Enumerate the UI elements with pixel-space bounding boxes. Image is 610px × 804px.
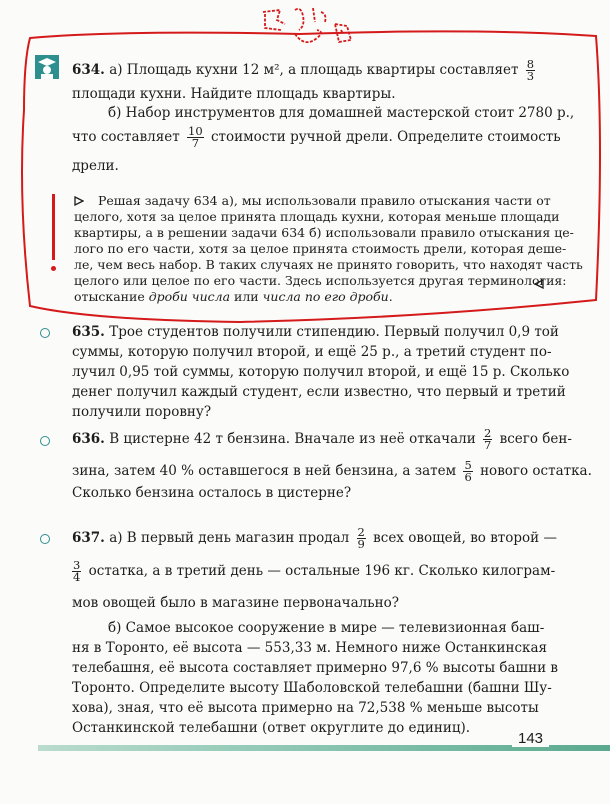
problem-marker-icon bbox=[40, 328, 50, 338]
problem-636-line2: зина, затем 40 % оставшегося в ней бензина, а затем $\frac{5}{6}$ нового остатка. bbox=[72, 458, 592, 484]
problem-637-line3: мов овощей было в магазине первоначально? bbox=[72, 595, 399, 611]
problem-634-line1: 634. а) Площадь кухни 12 м², а площадь квартиры составляет $\frac{8}{3}$ bbox=[72, 57, 535, 83]
teacher-icon bbox=[34, 54, 60, 80]
problem-635: 635. Трое студентов получили стипендию. Первый получил 0,9 той суммы, которую получил второй, и ещё 25 р., а третий студент по- лучил 0,95 той суммы, которую получил второй, и ещё 15 р. Сколько денег получил каждый студент, если известно, что первый и третий получили поровну? bbox=[72, 324, 570, 420]
exclamation-icon bbox=[52, 194, 55, 260]
problem-marker-icon bbox=[40, 436, 50, 446]
problem-number: 634. bbox=[72, 62, 105, 78]
problem-634-line3: б) Набор инструментов для домашней мастерской стоит 2780 р., bbox=[108, 105, 575, 121]
problem-634-line2: площади кухни. Найдите площадь квартиры. bbox=[72, 86, 396, 102]
fraction: $\frac{3}{4}$ bbox=[73, 558, 81, 584]
fraction: $\frac{8}{3}$ bbox=[526, 57, 535, 83]
problem-marker-icon bbox=[40, 534, 50, 544]
problem-634-line5: дрели. bbox=[72, 158, 119, 174]
page-number: 143 bbox=[512, 730, 549, 747]
problem-637-part-b: б) Самое высокое сооружение в мире — телевизионная баш- ня в Торонто, её высота — 553,33 м. Немного ниже Останкинская телебашня, её высота составляет примерно 97,6 % высоты башни в Торонто. Определите высоту Шаболовской телебашни (башни Шу- хова), зная, что её высота примерно на 72,538 % меньше высоты Останкинской телебашни (ответ округлите до единиц). bbox=[72, 620, 558, 736]
fraction: $\frac{2}{7}$ bbox=[484, 426, 492, 452]
problem-637-line2: $\frac{3}{4}$ остатка, а в третий день — остальные 196 кг. Сколько килограм- bbox=[73, 558, 556, 584]
fraction: $\frac{2}{9}$ bbox=[357, 525, 365, 551]
note-block: Решая задачу 634 а), мы использовали правило отыскания части от целого, хотя за целое принята площадь кухни, которая меньше площади квартиры, а в решении задачи 634 б) использовали правило отыскания це- лого по его части, хотя за целое принята стоимость дрели, которая деше- ле, чем весь набор. В таких случаях не принято говорить, что находят часть целого или целое по его части. Здесь используется другая терминология: отыскание дроби числа или числа по его дроби. bbox=[74, 193, 583, 304]
problem-637-line1: 637. а) В первый день магазин продал $\frac{2}{9}$ всех овощей, во второй — bbox=[72, 525, 557, 551]
fraction: $\frac{10}{7}$ bbox=[188, 124, 203, 150]
problem-636-line1: 636. В цистерне 42 т бензина. Вначале из неё откачали $\frac{2}{7}$ всего бен- bbox=[72, 426, 572, 452]
exclamation-dot-icon bbox=[51, 266, 56, 271]
fraction: $\frac{5}{6}$ bbox=[464, 458, 472, 484]
problem-634-line4: что составляет $\frac{10}{7}$ стоимости ручной дрели. Определите стоимость bbox=[72, 124, 561, 150]
problem-636-line3: Сколько бензина осталось в цистерне? bbox=[72, 485, 352, 501]
